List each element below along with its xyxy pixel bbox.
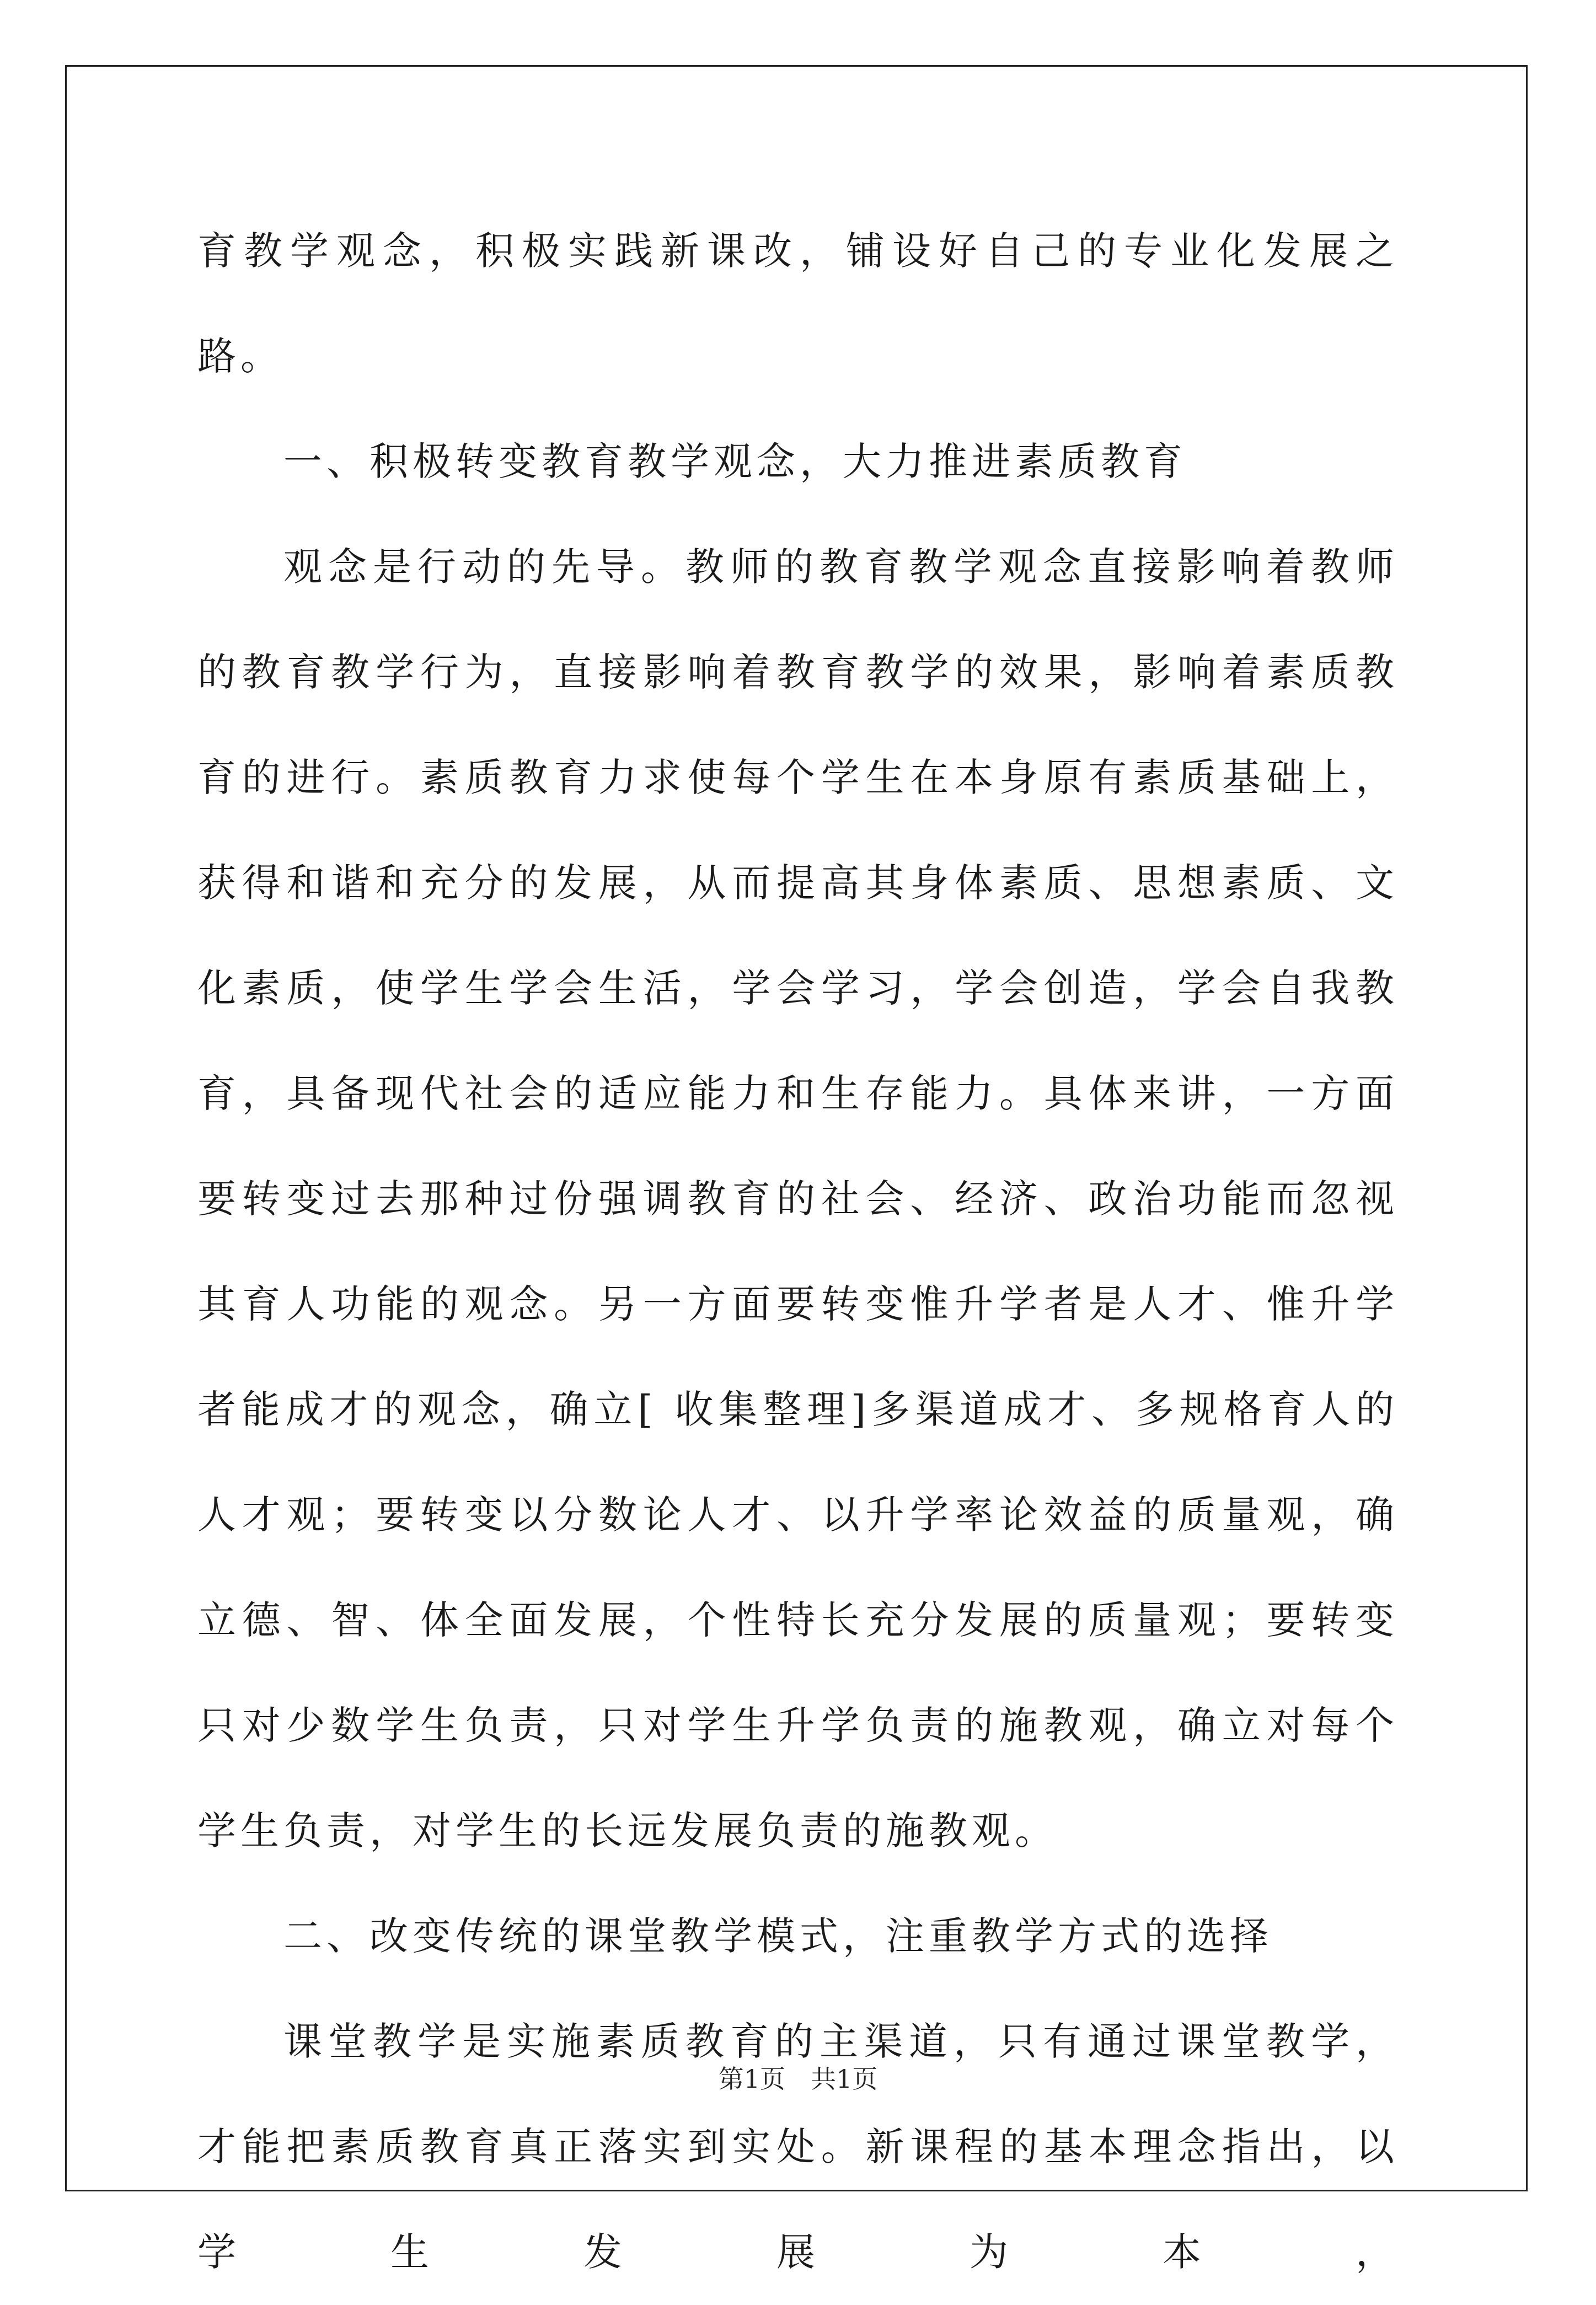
page-number-current: 第1页 xyxy=(718,2064,785,2094)
paragraph-concepts: 观念是行动的先导。教师的教育教学观念直接影响着教师的教育教学行为，直接影响着教育教学的效果，影响着素质教育的进行。素质教育力求使每个学生在本身原有素质基础上，获得和谐和充分的发展，从而提高其身体素质、思想素质、文化素质，使学生学会生活，学会学习，学会创造，学会自我教育，具备现代社会的适应能力和生存能力。具体来讲，一方面要转变过去那种过份强调教育的社会、经济、政治功能而忽视其育人功能的观念。另一方面要转变惟升学者是人才、惟升学者能成才的观念，确立[ 收集整理]多渠道成才、多规格育人的人才观；要转变以分数论人才、以升学率论效益的质量观，确立德、智、体全面发展，个性特长充分发展的质量观；要转变只对少数学生负责，只对学生升学负责的施教观，确立对每个学生负责，对学生的长远发展负责的施教观。 xyxy=(197,544,1399,1853)
page-number-total: 共1页 xyxy=(811,2064,878,2094)
document-body xyxy=(197,199,1399,2305)
paragraph-intro-continuation: 育教学观念，积极实践新课改，铺设好自己的专业化发展之路。 xyxy=(197,228,1399,379)
paragraph-classroom: 课堂教学是实施素质教育的主渠道，只有通过课堂教学，才能把素质教育真正落实到实处。新课程的基本理念指出，以学生发展为本， xyxy=(197,2019,1399,2275)
page-footer xyxy=(0,2062,1596,2095)
section-heading-2: 二、改变传统的课堂教学模式，注重教学方式的选择 xyxy=(283,1913,1273,1959)
section-heading-1: 一、积极转变教育教学观念，大力推进素质教育 xyxy=(283,439,1187,484)
